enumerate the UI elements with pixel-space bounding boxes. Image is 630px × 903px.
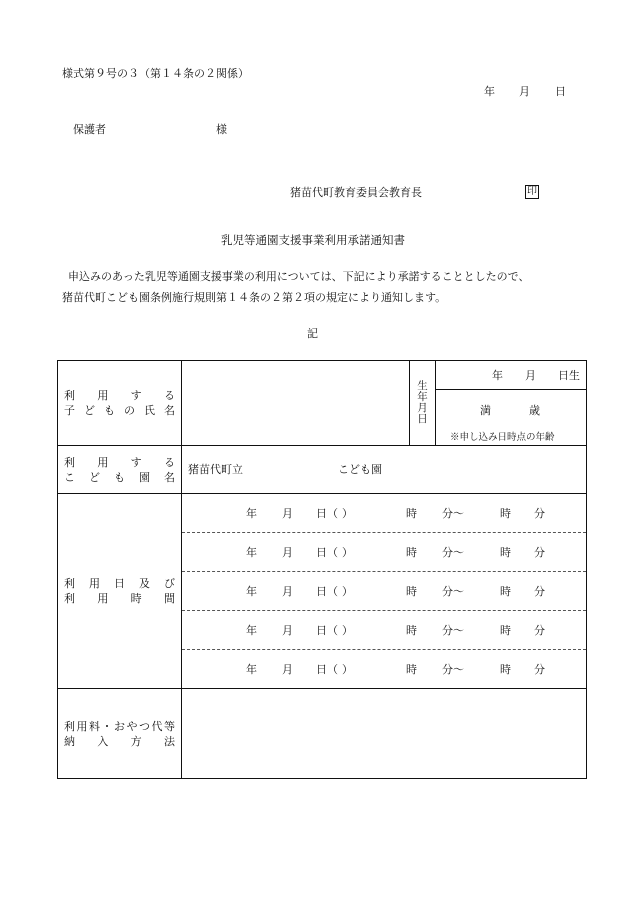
- schedule-row[interactable]: [182, 572, 586, 611]
- schedule-label-line-2: 利 用 時 間: [64, 592, 175, 605]
- facility-prefix: 猪苗代町立: [188, 463, 243, 476]
- ki-mark: 記: [307, 327, 318, 340]
- body-line-2: 猪苗代町こども園条例施行規則第１４条の２第２項の規定により通知します。: [62, 291, 447, 304]
- schedule-day: 日（: [316, 663, 338, 676]
- birth-label: 生 年 月 日: [410, 361, 436, 446]
- document-title: 乳児等通園支援事業利用承諾通知書: [221, 233, 405, 247]
- age-sai: 歳: [529, 404, 540, 417]
- schedule-m2: 分: [534, 624, 545, 637]
- schedule-year: 年: [246, 546, 257, 559]
- schedule-label: [58, 494, 182, 689]
- facility-suffix: こども園: [338, 463, 382, 476]
- recipient-honorific: 様: [216, 123, 227, 136]
- child-name-label-line-1: 利 用 す る: [64, 389, 175, 402]
- birth-year: 年: [492, 369, 503, 382]
- payment-label-line-2: 納 入 方 法: [64, 734, 175, 748]
- schedule-close: ）: [342, 624, 353, 637]
- schedule-row[interactable]: [182, 494, 586, 533]
- body-line-1: 申込みのあった乳児等通園支援事業の利用については、下記により承諾することとしたので、: [68, 270, 530, 283]
- age-field[interactable]: [436, 390, 586, 445]
- schedule-day: 日（: [316, 546, 338, 559]
- schedule-m1: 分～: [442, 663, 464, 676]
- schedule-h1: 時: [406, 546, 417, 559]
- schedule-year: 年: [246, 624, 257, 637]
- schedule-month: 月: [282, 663, 293, 676]
- payment-label: [58, 689, 182, 779]
- schedule-h1: 時: [406, 663, 417, 676]
- schedule-m1: 分～: [442, 546, 464, 559]
- recipient-label: 保護者: [73, 123, 106, 136]
- child-name-label: [58, 361, 182, 446]
- schedule-m1: 分～: [442, 624, 464, 637]
- schedule-row[interactable]: [182, 533, 586, 572]
- payment-field[interactable]: [182, 689, 587, 779]
- schedule-h1: 時: [406, 624, 417, 637]
- schedule-m2: 分: [534, 507, 545, 520]
- schedule-close: ）: [342, 546, 353, 559]
- schedule-m1: 分～: [442, 585, 464, 598]
- schedule-day: 日（: [316, 624, 338, 637]
- date-month: 月: [519, 85, 530, 98]
- schedule-close: ）: [342, 507, 353, 520]
- schedule-row[interactable]: [182, 611, 586, 650]
- date-year: 年: [484, 85, 495, 98]
- schedule-day: 日（: [316, 507, 338, 520]
- seal-mark: 印: [527, 186, 537, 197]
- date-day: 日: [555, 85, 566, 98]
- facility-field[interactable]: [182, 446, 587, 494]
- form-number: 様式第９号の３（第１４条の２関係）: [62, 67, 249, 80]
- schedule-year: 年: [246, 507, 257, 520]
- child-name-field[interactable]: [182, 361, 410, 446]
- schedule-h2: 時: [500, 546, 511, 559]
- schedule-h1: 時: [406, 585, 417, 598]
- payment-label-line-1: 利用料・おやつ代等: [64, 719, 175, 733]
- schedule-m2: 分: [534, 546, 545, 559]
- schedule-label-line-1: 利 用 日 及 び: [64, 577, 175, 590]
- birth-month: 月: [525, 369, 536, 382]
- schedule-month: 月: [282, 585, 293, 598]
- facility-label: [58, 446, 182, 494]
- application-table: [57, 360, 587, 779]
- age-man: 満: [480, 404, 491, 417]
- schedule-close: ）: [342, 585, 353, 598]
- child-name-label-line-2: 子 ど も の 氏 名: [64, 404, 175, 417]
- schedule-slots: [182, 494, 586, 688]
- facility-label-line-1: 利 用 す る: [64, 455, 175, 469]
- schedule-m2: 分: [534, 585, 545, 598]
- schedule-h2: 時: [500, 507, 511, 520]
- schedule-month: 月: [282, 546, 293, 559]
- schedule-field: [182, 494, 587, 689]
- schedule-h2: 時: [500, 624, 511, 637]
- birth-date-field[interactable]: [436, 361, 586, 390]
- schedule-close: ）: [342, 663, 353, 676]
- issuer-name: 猪苗代町教育委員会教育長: [290, 186, 422, 199]
- schedule-m2: 分: [534, 663, 545, 676]
- schedule-h2: 時: [500, 585, 511, 598]
- birth-day: 日生: [558, 369, 580, 382]
- schedule-year: 年: [246, 663, 257, 676]
- schedule-month: 月: [282, 624, 293, 637]
- schedule-h1: 時: [406, 507, 417, 520]
- schedule-year: 年: [246, 585, 257, 598]
- schedule-row[interactable]: [182, 650, 586, 688]
- schedule-h2: 時: [500, 663, 511, 676]
- age-note: ※申し込み日時点の年齢: [450, 432, 555, 443]
- facility-label-line-2: こ ど も 園 名: [64, 470, 175, 484]
- schedule-day: 日（: [316, 585, 338, 598]
- schedule-m1: 分～: [442, 507, 464, 520]
- schedule-month: 月: [282, 507, 293, 520]
- birth-age-cell: [436, 361, 587, 446]
